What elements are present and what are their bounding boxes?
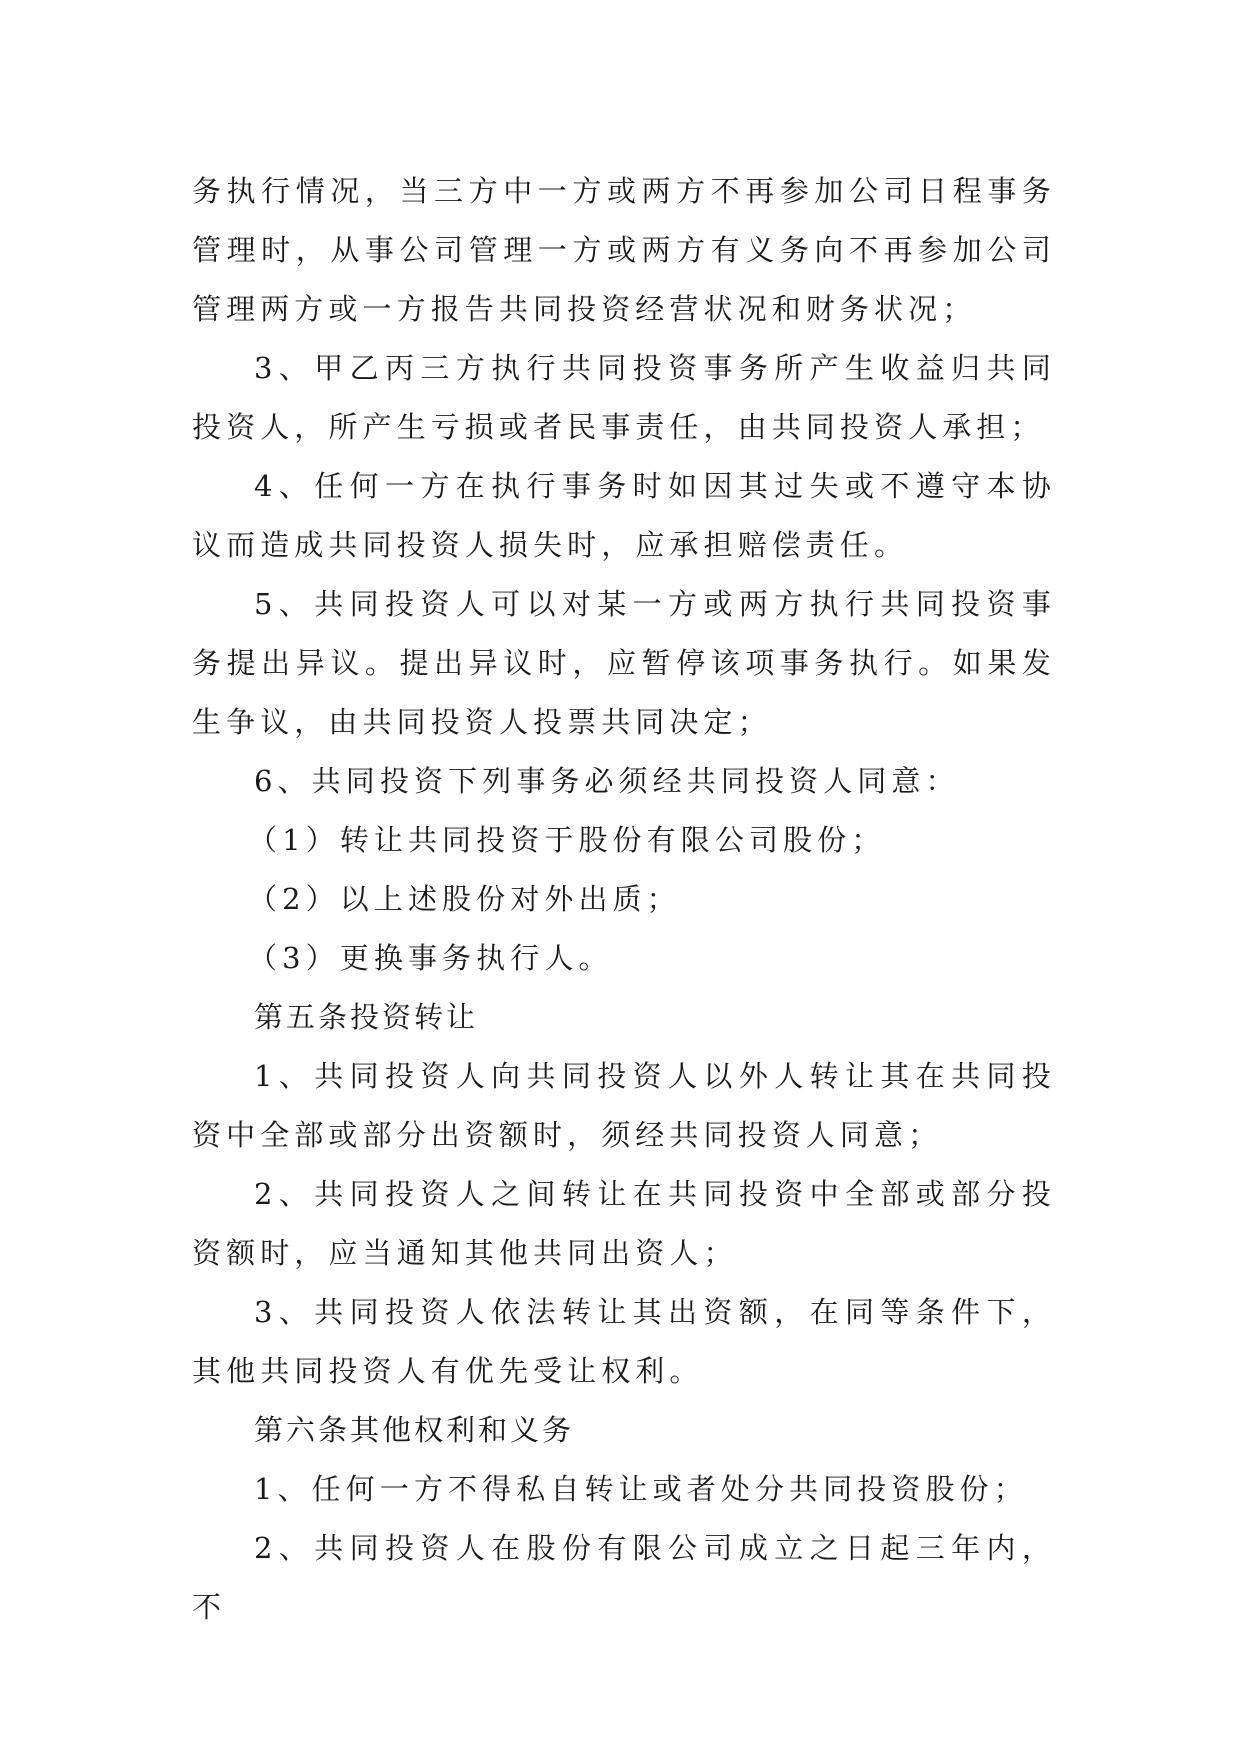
article-5-item-3: 3、共同投资人依法转让其出资额，在同等条件下，其他共同投资人有优先受让权利。 — [192, 1295, 1056, 1388]
article-6-heading: 第六条其他权利和义务 — [254, 1413, 575, 1447]
document-page — [192, 162, 1056, 1637]
clause-item-5: 5、共同投资人可以对某一方或两方执行共同投资事务提出异议。提出异议时，应暂停该项事务执行。如果发生争议，由共同投资人投票共同决定； — [192, 587, 1056, 739]
clause-item-3: 3、甲乙丙三方执行共同投资事务所产生收益归共同投资人，所产生亏损或者民事责任，由共同投资人承担； — [192, 351, 1056, 444]
article-5-item-1: 1、共同投资人向共同投资人以外人转让其在共同投资中全部或部分出资额时，须经共同投资人同意； — [192, 1059, 1056, 1152]
sub-item-2: （2）以上述股份对外出质； — [248, 882, 681, 916]
clause-item-4: 4、任何一方在执行事务时如因其过失或不遵守本协议而造成共同投资人损失时，应承担赔偿责任。 — [192, 469, 1056, 562]
paragraph-continuation: 务执行情况，当三方中一方或两方不再参加公司日程事务管理时，从事公司管理一方或两方有义务向不再参加公司管理两方或一方报告共同投资经营状况和财务状况； — [192, 174, 1056, 326]
article-5-item-2: 2、共同投资人之间转让在共同投资中全部或部分投资额时，应当通知其他共同出资人； — [192, 1177, 1056, 1270]
article-5-heading: 第五条投资转让 — [254, 1000, 479, 1034]
clause-item-6: 6、共同投资下列事务必须经共同投资人同意： — [254, 764, 960, 798]
article-6-item-2: 2、共同投资人在股份有限公司成立之日起三年内，不 — [192, 1531, 1056, 1624]
sub-item-1: （1）转让共同投资于股份有限公司股份； — [248, 823, 886, 857]
article-6-item-1: 1、任何一方不得私自转让或者处分共同投资股份； — [254, 1472, 1028, 1506]
sub-item-3: （3）更换事务执行人。 — [248, 941, 613, 975]
